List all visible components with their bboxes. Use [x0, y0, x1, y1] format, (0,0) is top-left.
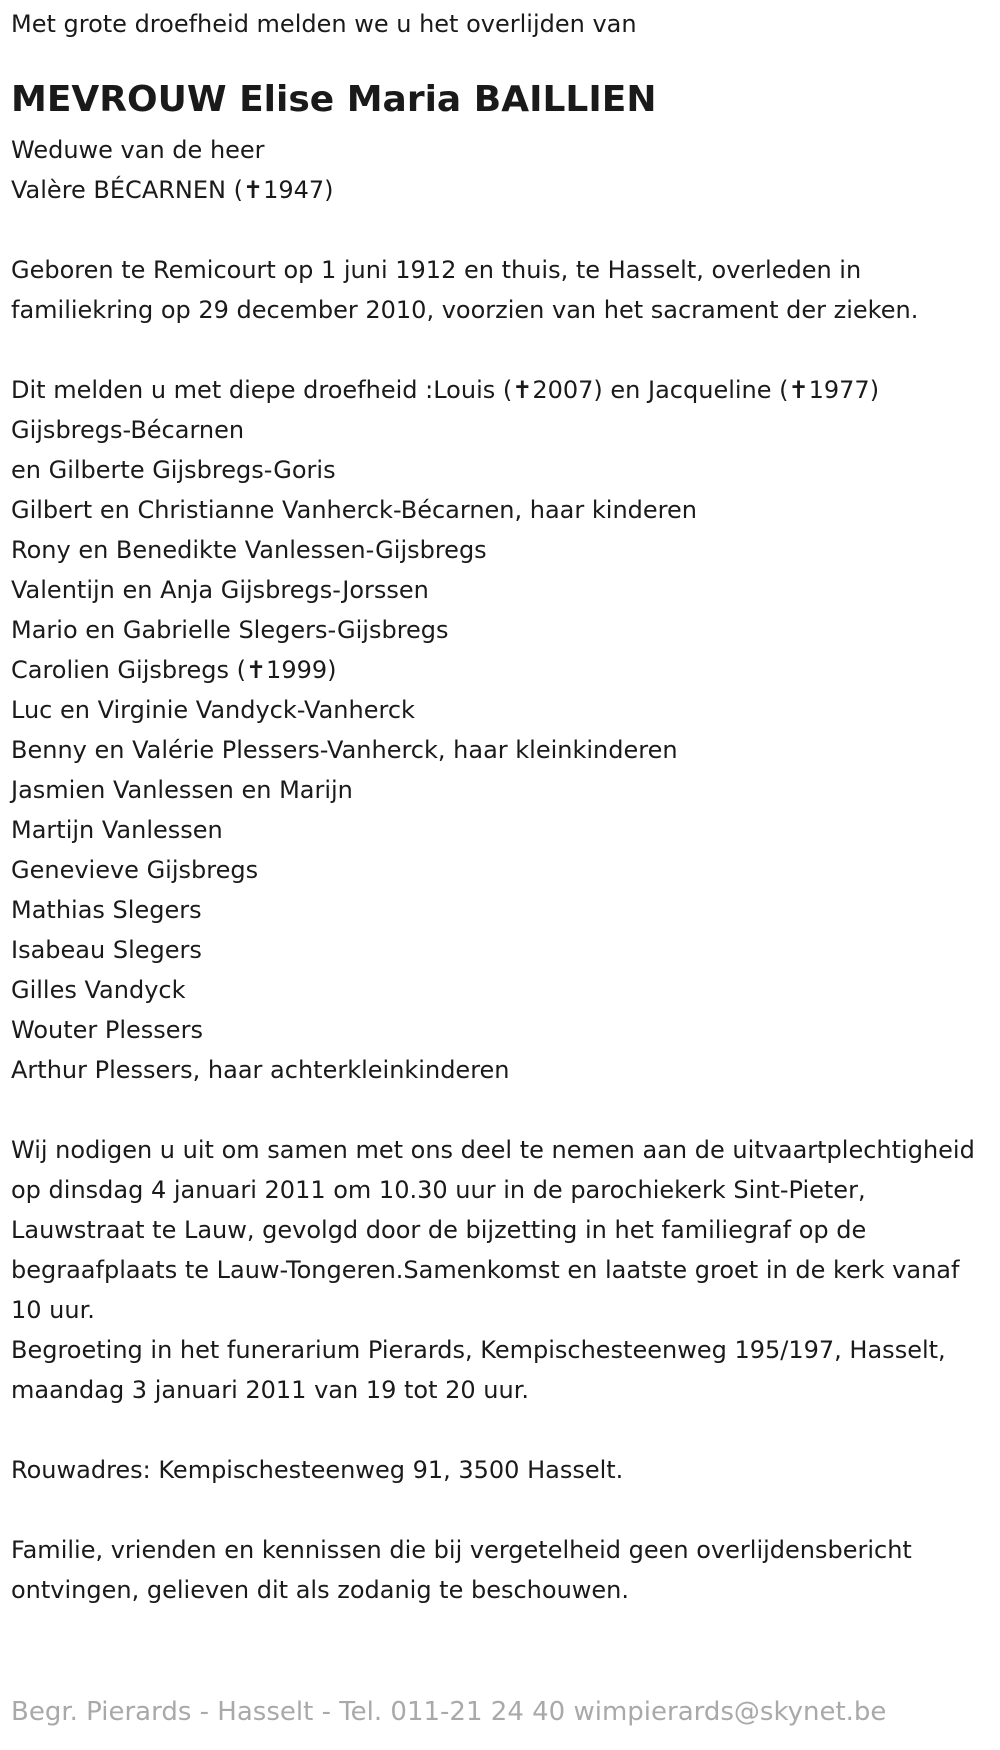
deceased-name: MEVROUW Elise Maria BAILLIEN	[11, 79, 657, 120]
family-member: Arthur Plessers, haar achterkleinkinderen	[11, 1056, 510, 1084]
family-member: Mathias Slegers	[11, 896, 202, 924]
family-member: Wouter Plessers	[11, 1016, 203, 1044]
family-member: Rony en Benedikte Vanlessen-Gijsbregs	[11, 536, 487, 564]
family-member: Mario en Gabrielle Slegers-Gijsbregs	[11, 616, 449, 644]
death-notice	[11, 4, 991, 1610]
funeral-home-footer: Begr. Pierards - Hasselt - Tel. 011-21 24 40 wimpierards@skynet.be	[11, 1697, 887, 1727]
family-member: Benny en Valérie Plessers-Vanherck, haar kleinkinderen	[11, 736, 678, 764]
spacer	[11, 210, 991, 250]
family-member: Martijn Vanlessen	[11, 816, 223, 844]
family-intro: Dit melden u met diepe droefheid :Louis (✝2007) en Jacqueline (✝1977)	[11, 376, 880, 404]
family-member: Gijsbregs-Bécarnen	[11, 416, 245, 444]
ceremony-paragraph: Wij nodigen u uit om samen met ons deel te nemen aan de uitvaartplechtigheid op dinsdag 4 januari 2011 om 10.30 uur in de parochiekerk Sint-Pieter, Lauwstraat te Lauw, gevolgd door de bijzetting in het familiegraf op de begraafplaats te Lauw-Tongeren.Samenkomst en laatste groet in de kerk vanaf 10 uur.	[11, 1136, 975, 1324]
family-member: Gilbert en Christianne Vanherck-Bécarnen, haar kinderen	[11, 496, 697, 524]
family-list	[11, 410, 991, 1090]
family-member: Luc en Virginie Vandyck-Vanherck	[11, 696, 415, 724]
family-member: Valentijn en Anja Gijsbregs-Jorssen	[11, 576, 429, 604]
birth-death-paragraph: Geboren te Remicourt op 1 juni 1912 en thuis, te Hasselt, overleden in familiekring op 29 december 2010, voorzien van het sacrament der zieken.	[11, 256, 919, 324]
spacer	[11, 1410, 991, 1450]
family-member: Carolien Gijsbregs (✝1999)	[11, 656, 337, 684]
visitation-paragraph: Begroeting in het funerarium Pierards, Kempischesteenweg 195/197, Hasselt, maandag 3 januari 2011 van 19 tot 20 uur.	[11, 1336, 946, 1404]
widow-line-2: Valère BÉCARNEN (✝1947)	[11, 176, 334, 204]
family-member: en Gilberte Gijsbregs-Goris	[11, 456, 336, 484]
mourning-address: Rouwadres: Kempischesteenweg 91, 3500 Hasselt.	[11, 1456, 624, 1484]
intro-text: Met grote droefheid melden we u het overlijden van	[11, 10, 637, 38]
spacer	[11, 1490, 991, 1530]
widow-line-1: Weduwe van de heer	[11, 136, 265, 164]
spacer	[11, 330, 991, 370]
family-member: Genevieve Gijsbregs	[11, 856, 259, 884]
closing-paragraph: Familie, vrienden en kennissen die bij vergetelheid geen overlijdensbericht ontvingen, gelieven dit als zodanig te beschouwen.	[11, 1536, 912, 1604]
family-member: Gilles Vandyck	[11, 976, 186, 1004]
spacer	[11, 1090, 991, 1130]
family-member: Jasmien Vanlessen en Marijn	[11, 776, 353, 804]
family-member: Isabeau Slegers	[11, 936, 202, 964]
